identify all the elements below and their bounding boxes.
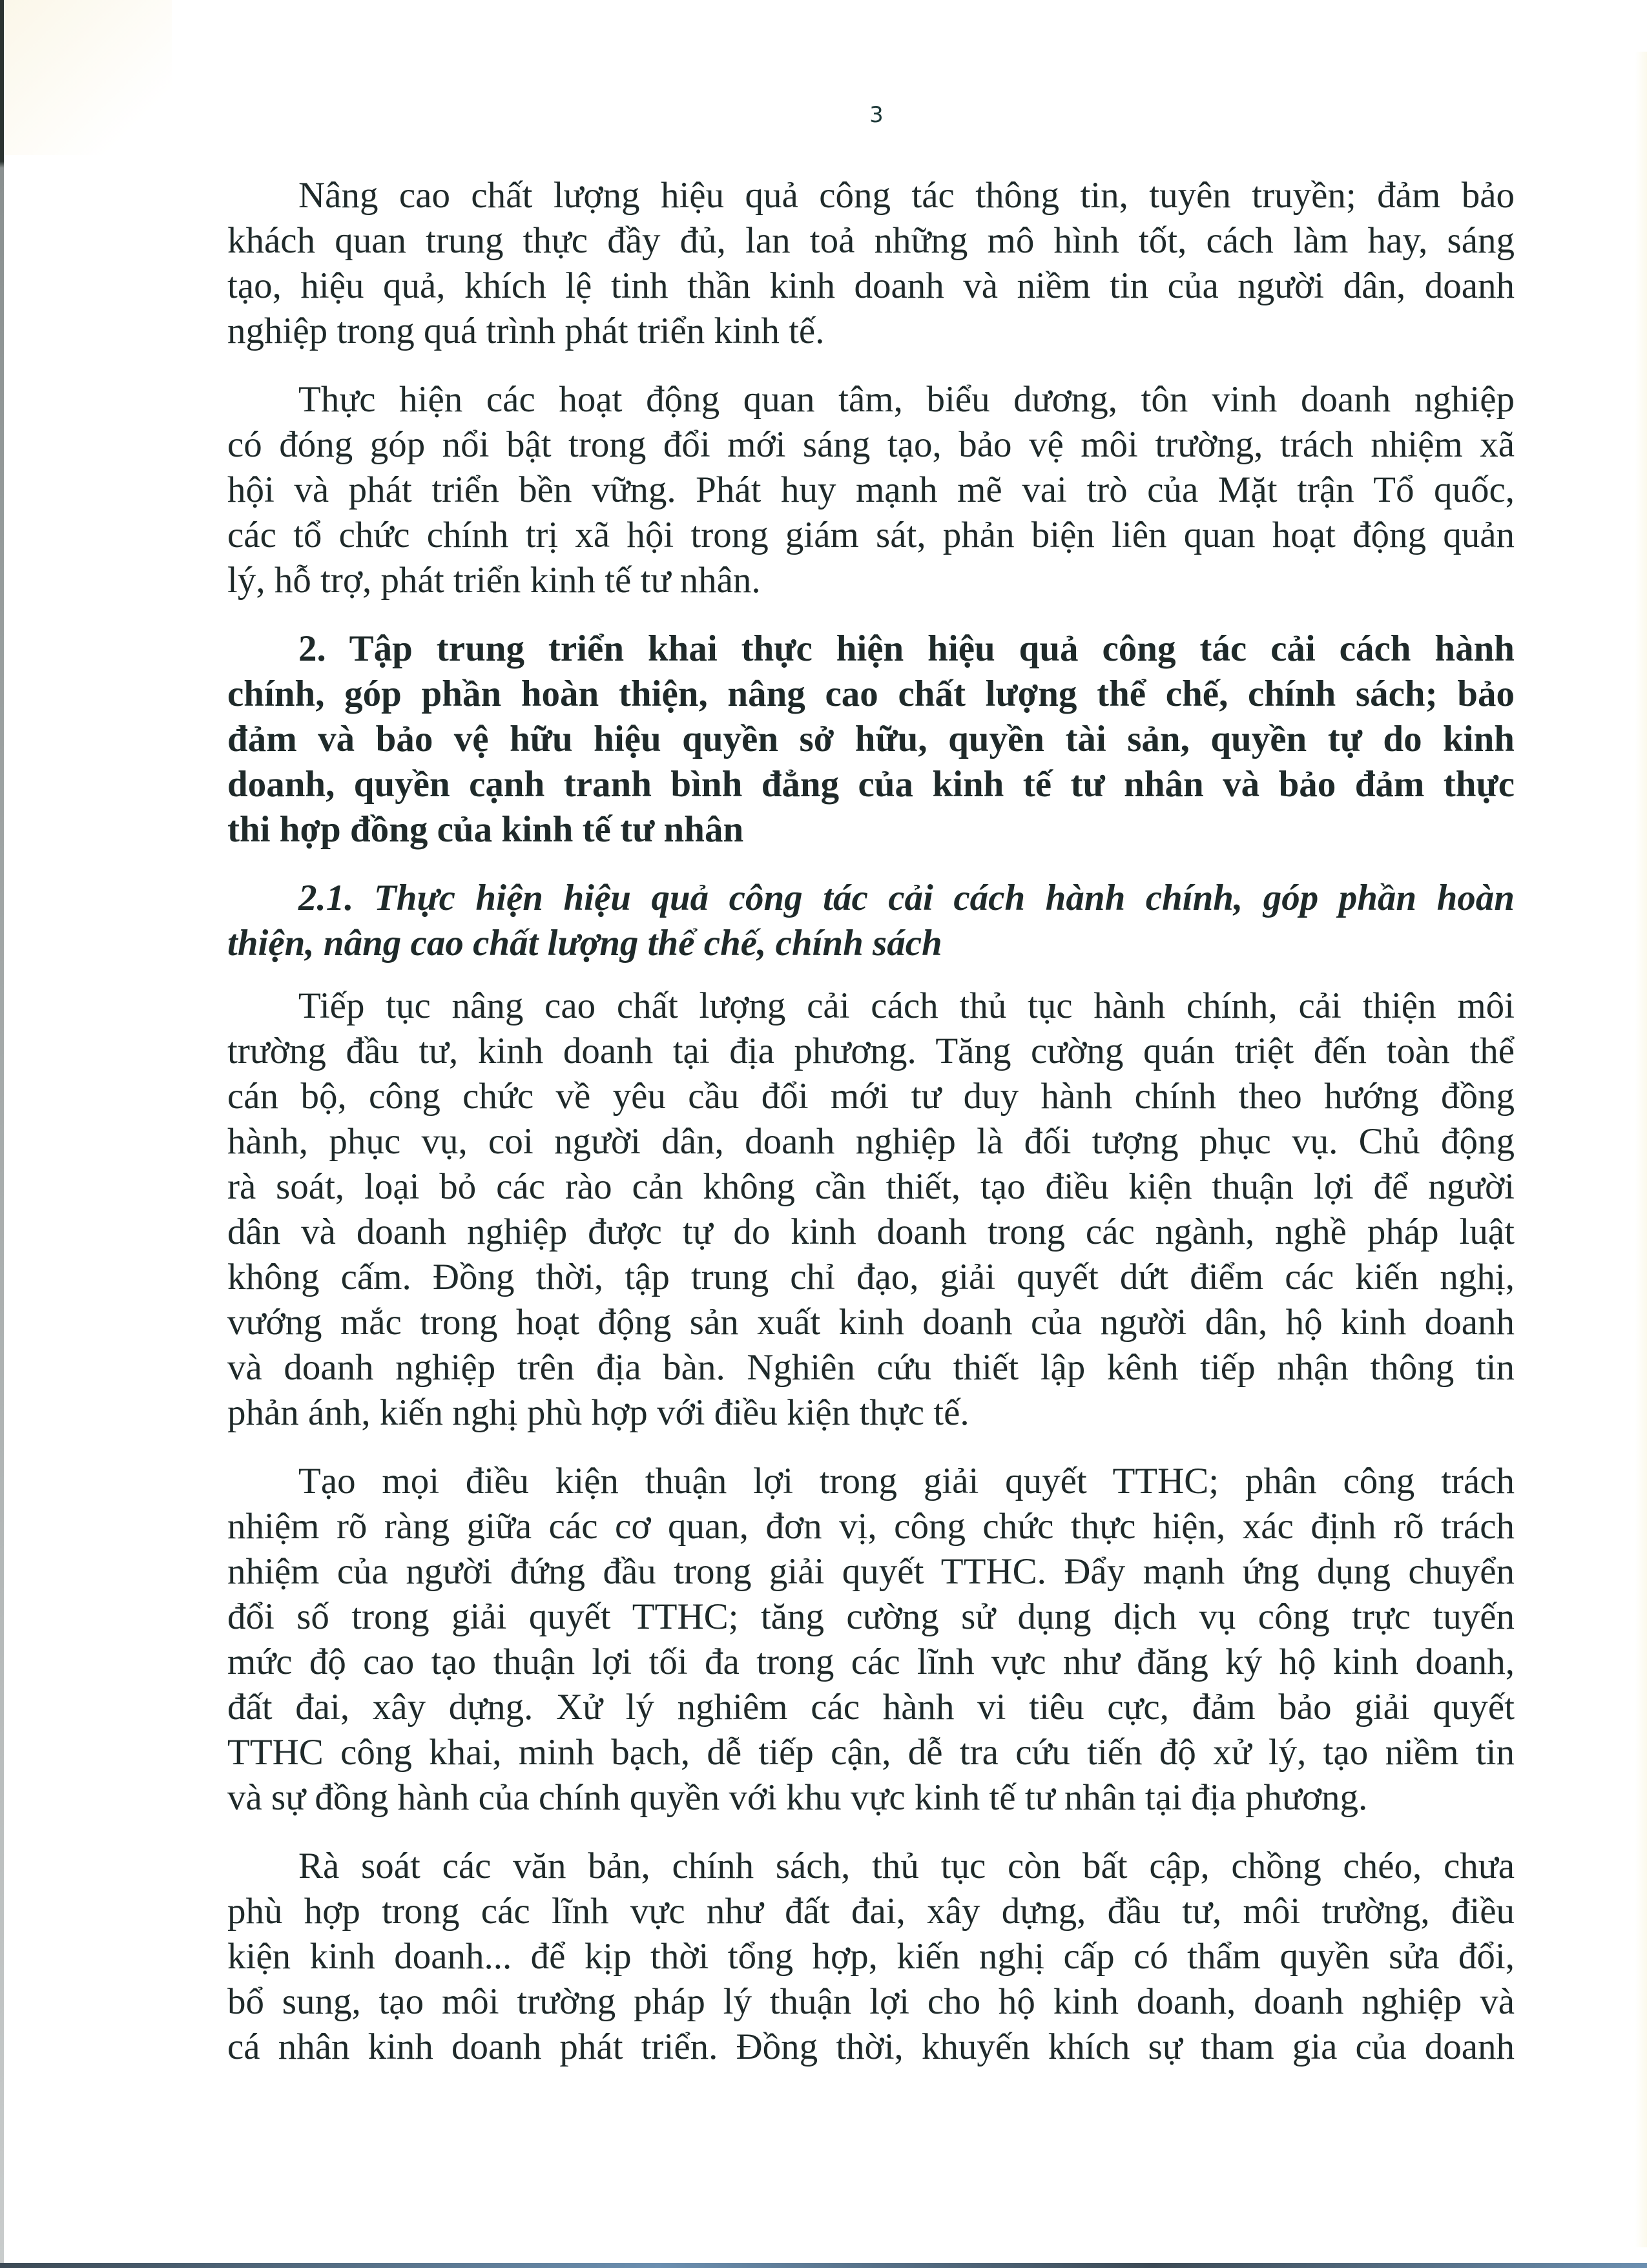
text-line: đất đai, xây dựng. Xử lý nghiêm các hành vi tiêu cực, đảm bảo giải quyết	[227, 1687, 1515, 1727]
text-line: hành, phục vụ, coi người dân, doanh nghiệp là đối tượng phục vụ. Chủ động	[227, 1121, 1515, 1162]
text-line: cán bộ, công chức về yêu cầu đổi mới tư duy hành chính theo hướng đồng	[227, 1076, 1515, 1117]
text-line: tạo, hiệu quả, khích lệ tinh thần kinh doanh và niềm tin của người dân, doanh	[227, 265, 1515, 306]
text-line: thiện, nâng cao chất lượng thể chế, chính sách	[227, 923, 942, 964]
subsection-heading-2-1	[227, 876, 1515, 966]
scan-border-bottom	[0, 2263, 1647, 2268]
text-line: Tạo mọi điều kiện thuận lợi trong giải quyết TTHC; phân công trách	[298, 1461, 1515, 1501]
text-line: Nâng cao chất lượng hiệu quả công tác thông tin, tuyên truyền; đảm bảo	[298, 175, 1515, 216]
text-line: mức độ cao tạo thuận lợi tối đa trong các lĩnh vực như đăng ký hộ kinh doanh,	[227, 1642, 1515, 1682]
text-line: TTHC công khai, minh bạch, dễ tiếp cận, dễ tra cứu tiến độ xử lý, tạo niềm tin	[227, 1732, 1515, 1773]
text-line: chính, góp phần hoàn thiện, nâng cao chất lượng thể chế, chính sách; bảo	[227, 674, 1515, 714]
text-line: phù hợp trong các lĩnh vực như đất đai, xây dựng, đầu tư, môi trường, điều	[227, 1891, 1515, 1932]
text-line: Tiếp tục nâng cao chất lượng cải cách thủ tục hành chính, cải thiện môi	[298, 985, 1515, 1026]
text-line: đổi số trong giải quyết TTHC; tăng cường sử dụng dịch vụ công trực tuyến	[227, 1596, 1515, 1637]
paragraph-document-review	[227, 1844, 1515, 2070]
text-line: Rà soát các văn bản, chính sách, thủ tục còn bất cập, chồng chéo, chưa	[298, 1846, 1515, 1886]
text-line: phản ánh, kiến nghị phù hợp với điều kiện thực tế.	[227, 1392, 969, 1433]
scan-border-right	[1635, 52, 1647, 2247]
text-line: hội và phát triển bền vững. Phát huy mạnh mẽ vai trò của Mặt trận Tổ quốc,	[227, 469, 1515, 510]
text-line: đảm và bảo vệ hữu hiệu quyền sở hữu, quyền tài sản, quyền tự do kinh	[227, 719, 1515, 759]
section-heading-2	[227, 626, 1515, 852]
text-line: vướng mắc trong hoạt động sản xuất kinh doanh của người dân, hộ kinh doanh	[227, 1302, 1515, 1343]
text-line: 2.1. Thực hiện hiệu quả công tác cải cách hành chính, góp phần hoàn	[298, 878, 1515, 918]
text-line: lý, hỗ trợ, phát triển kinh tế tư nhân.	[227, 560, 761, 601]
scan-paper-tint	[4, 0, 172, 155]
text-line: trường đầu tư, kinh doanh tại địa phương. Tăng cường quán triệt đến toàn thể	[227, 1031, 1515, 1071]
text-line: nghiệp trong quá trình phát triển kinh tế.	[227, 311, 825, 351]
text-line: và doanh nghiệp trên địa bàn. Nghiên cứu thiết lập kênh tiếp nhận thông tin	[227, 1347, 1515, 1388]
text-line: 2. Tập trung triển khai thực hiện hiệu quả công tác cải cách hành	[298, 628, 1515, 669]
paragraph-information-communication	[227, 173, 1515, 354]
text-line: và sự đồng hành của chính quyền với khu vực kinh tế tư nhân tại địa phương.	[227, 1777, 1368, 1818]
text-line: các tổ chức chính trị xã hội trong giám sát, phản biện liên quan hoạt động quản	[227, 515, 1515, 555]
text-line: rà soát, loại bỏ các rào cản không cần thiết, tạo điều kiện thuận lợi để người	[227, 1166, 1515, 1207]
paragraph-tthc-processing	[227, 1459, 1515, 1820]
text-line: có đóng góp nổi bật trong đổi mới sáng tạo, bảo vệ môi trường, trách nhiệm xã	[227, 424, 1515, 465]
text-line: nhiệm rõ ràng giữa các cơ quan, đơn vị, công chức thực hiện, xác định rõ trách	[227, 1506, 1515, 1547]
text-line: Thực hiện các hoạt động quan tâm, biểu dương, tôn vinh doanh nghiệp	[298, 379, 1515, 420]
text-line: dân và doanh nghiệp được tự do kinh doanh trong các ngành, nghề pháp luật	[227, 1211, 1515, 1252]
text-line: bổ sung, tạo môi trường pháp lý thuận lợi cho hộ kinh doanh, doanh nghiệp và	[227, 1981, 1515, 2022]
document-body	[227, 173, 1515, 2093]
text-line: không cấm. Đồng thời, tập trung chỉ đạo, giải quyết dứt điểm các kiến nghị,	[227, 1257, 1515, 1297]
text-line: kiện kinh doanh... để kịp thời tổng hợp, kiến nghị cấp có thẩm quyền sửa đổi,	[227, 1936, 1515, 1977]
text-line: nhiệm của người đứng đầu trong giải quyết TTHC. Đẩy mạnh ứng dụng chuyển	[227, 1551, 1515, 1592]
paragraph-honoring-enterprises	[227, 377, 1515, 603]
text-line: thi hợp đồng của kinh tế tư nhân	[227, 809, 744, 850]
paragraph-administrative-reform	[227, 984, 1515, 1436]
text-line: cá nhân kinh doanh phát triển. Đồng thời, khuyến khích sự tham gia của doanh	[227, 2026, 1515, 2067]
scan-border-left	[0, 0, 4, 2268]
text-line: khách quan trung thực đầy đủ, lan toả những mô hình tốt, cách làm hay, sáng	[227, 220, 1515, 261]
text-line: doanh, quyền cạnh tranh bình đẳng của kinh tế tư nhân và bảo đảm thực	[227, 764, 1515, 805]
page-number: 3	[869, 102, 884, 128]
